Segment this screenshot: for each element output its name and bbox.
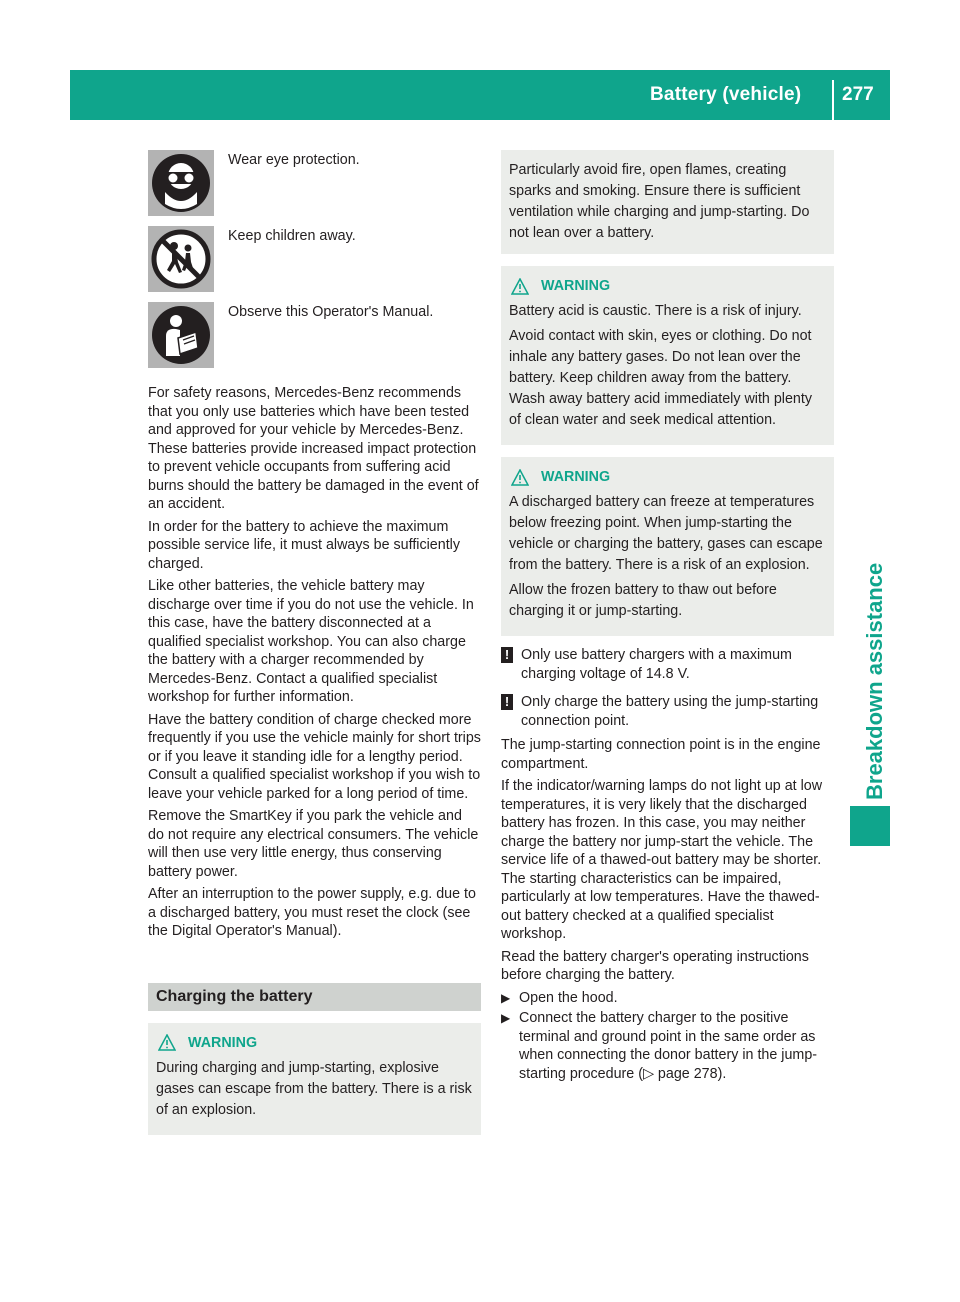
page-title: Battery (vehicle) <box>650 84 802 105</box>
left-column <box>148 150 481 1135</box>
body-paragraph: If the indicator/warning lamps do not light up at low temperatures, it is very likely that the discharged battery has frozen. In this case, you may neither charge the battery nor jump-start the vehicle. The service life of a thawed-out battery may be shorter. The starting characteristics can be impaired, particularly at low temperatures. Have the thawed-out battery checked at a qualified specialist workshop. <box>501 778 823 942</box>
step-arrow-icon: ▶ <box>501 990 511 1005</box>
warning-box <box>501 266 834 445</box>
warning-text: A discharged battery can freeze at temperatures below freezing point. When jump-starting the vehicle or charging the battery, gases can escape from the battery. There is a risk of an explosion. <box>509 494 823 573</box>
keep-children-away-icon <box>148 226 214 292</box>
body-paragraph: For safety reasons, Mercedes-Benz recommends that you only use batteries which have been tested and approved for your vehicle by Mercedes-Benz. These batteries provide increased impact protection to prevent vehicle occupants from suffering acid burns should the battery be damaged in the event of an accident. <box>148 385 479 512</box>
notice-exclamation-icon: ! <box>501 647 513 663</box>
icon-row-children <box>148 226 481 302</box>
warning-text: Battery acid is caustic. There is a risk of injury. <box>509 303 802 319</box>
body-paragraph: After an interruption to the power supply, e.g. due to a discharged battery, you must reset the clock (see the Digital Operator's Manual). <box>148 886 476 939</box>
body-paragraph: In order for the battery to achieve the maximum possible service life, it must always be sufficiently charged. <box>148 518 461 572</box>
body-paragraph: Remove the SmartKey if you park the vehicle and do not require any electrical consumers. The vehicle will then use very little energy, thus conserving battery power. <box>148 808 479 880</box>
body-paragraph: Read the battery charger's operating instructions before charging the battery. <box>501 948 809 983</box>
icon-caption: Wear eye protection. <box>228 152 360 168</box>
warning-box <box>148 1023 481 1135</box>
warning-continuation-box <box>501 150 834 254</box>
warning-triangle-icon <box>511 278 529 296</box>
notice-text: Only use battery chargers with a maximum charging voltage of 14.8 V. <box>521 647 792 682</box>
step-item <box>501 1009 834 1083</box>
warning-text: Avoid contact with skin, eyes or clothing. Do not inhale any battery gases. Do not lean over the battery. Keep children away from the battery. Wash away battery acid immediately with plenty of clean water and seek medical attention. <box>509 328 813 428</box>
notice-item <box>501 693 834 730</box>
notice-exclamation-icon: ! <box>501 694 513 710</box>
eye-protection-icon <box>148 150 214 216</box>
warning-heading <box>156 1033 473 1054</box>
section-marker <box>850 806 890 846</box>
step-text: Open the hood. <box>519 989 618 1006</box>
right-column <box>501 150 834 1083</box>
page-number: 277 <box>842 84 874 105</box>
header-divider <box>832 80 834 120</box>
body-paragraph: Have the battery condition of charge checked more frequently if you use the vehicle mainly for short trips or if you leave it standing idle for a lengthy period. Consult a qualified specialist workshop if you wish to leave your vehicle parked for a long period of time. <box>148 711 481 802</box>
icon-caption: Keep children away. <box>228 228 356 244</box>
section-tab-label: Breakdown assistance <box>862 562 887 800</box>
step-arrow-icon: ▶ <box>501 1011 511 1025</box>
warning-triangle-icon <box>158 1034 176 1052</box>
icon-row-manual <box>148 302 481 378</box>
body-paragraph: The jump-starting connection point is in the engine compartment. <box>501 737 821 772</box>
icon-row-eye <box>148 150 481 226</box>
section-tab <box>850 420 890 800</box>
page-header <box>70 70 890 120</box>
warning-heading <box>509 467 826 488</box>
step-item <box>501 989 834 1008</box>
warning-label: WARNING <box>188 1034 258 1051</box>
operators-manual-icon <box>148 302 214 368</box>
warning-text: Allow the frozen battery to thaw out before charging it or jump-starting. <box>509 582 777 619</box>
notice-item <box>501 646 834 683</box>
warning-text: During charging and jump-starting, explosive gases can escape from the battery. There is a risk of an explosion. <box>156 1059 472 1118</box>
warning-text: Particularly avoid fire, open flames, creating sparks and smoking. Ensure there is sufficient ventilation while charging and jump-starting. Do not lean over a battery. <box>509 162 810 241</box>
step-text: Connect the battery charger to the positive terminal and ground point in the same order as when connecting the donor battery in the jump-starting procedure (▷ page 278). <box>519 1010 818 1082</box>
body-paragraph: Like other batteries, the vehicle battery may discharge over time if you do not use the vehicle. In this case, have the battery disconnected at a qualified specialist workshop. You can also charge the battery with a charger recommended by Mercedes-Benz. Contact a qualified specialist workshop for further information. <box>148 578 474 705</box>
notice-text: Only charge the battery using the jump-starting connection point. <box>521 694 819 729</box>
warning-label: WARNING <box>541 469 611 485</box>
section-heading: Charging the battery <box>148 983 481 1011</box>
icon-caption: Observe this Operator's Manual. <box>228 304 434 320</box>
warning-box <box>501 457 834 636</box>
warning-heading <box>509 276 826 297</box>
warning-label: WARNING <box>541 278 611 294</box>
warning-triangle-icon <box>511 469 529 487</box>
